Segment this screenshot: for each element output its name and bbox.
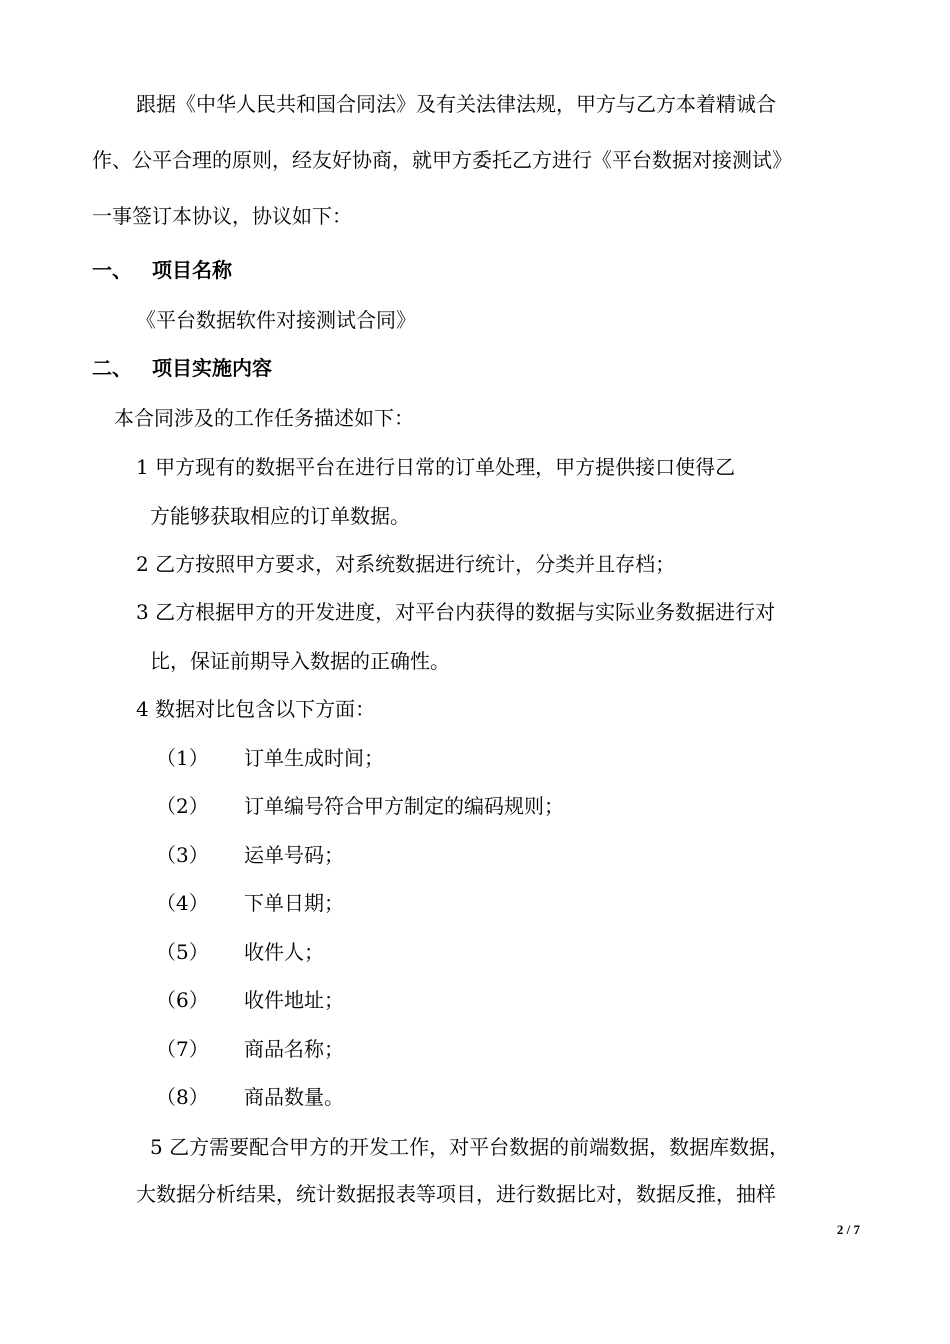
sub-item-number: （2） bbox=[156, 794, 209, 818]
sub-item-text: 收件地址； bbox=[244, 988, 344, 1012]
section-2-lead: 本合同涉及的工作任务描述如下： bbox=[114, 406, 414, 430]
section-1-number: 一、 bbox=[92, 258, 132, 282]
sub-item-text: 运单号码； bbox=[244, 843, 344, 867]
sub-item bbox=[0, 988, 950, 1012]
sub-item bbox=[0, 891, 950, 915]
section-1-content: 《平台数据软件对接测试合同》 bbox=[136, 308, 416, 332]
sub-item-number: （4） bbox=[156, 891, 209, 915]
item-3-line-1: 3 乙方根据甲方的开发进度，对平台内获得的数据与实际业务数据进行对 bbox=[136, 600, 776, 624]
section-2-title: 项目实施内容 bbox=[152, 356, 272, 380]
sub-item bbox=[0, 1085, 950, 1109]
sub-item-number: （1） bbox=[156, 746, 209, 770]
sub-item-number: （6） bbox=[156, 988, 209, 1012]
sub-item-number: （3） bbox=[156, 843, 209, 867]
item-1-line-2: 方能够获取相应的订单数据。 bbox=[150, 504, 410, 528]
sub-item-text: 收件人； bbox=[244, 940, 324, 964]
item-1-line-1: 1 甲方现有的数据平台在进行日常的订单处理，甲方提供接口使得乙 bbox=[136, 455, 736, 479]
sub-item-text: 下单日期； bbox=[244, 891, 344, 915]
intro-line-1: 跟据《中华人民共和国合同法》及有关法律法规，甲方与乙方本着精诚合 bbox=[136, 92, 776, 116]
intro-line-3: 一事签订本协议，协议如下： bbox=[92, 204, 352, 228]
section-2-heading bbox=[0, 356, 950, 380]
item-3-line-2: 比，保证前期导入数据的正确性。 bbox=[150, 649, 450, 673]
sub-item-text: 订单编号符合甲方制定的编码规则； bbox=[244, 794, 564, 818]
sub-item-number: （8） bbox=[156, 1085, 209, 1109]
sub-item bbox=[0, 843, 950, 867]
item-2: 2 乙方按照甲方要求，对系统数据进行统计，分类并且存档； bbox=[136, 552, 676, 576]
section-1-title: 项目名称 bbox=[152, 258, 232, 282]
sub-item bbox=[0, 746, 950, 770]
sub-item bbox=[0, 940, 950, 964]
sub-item-number: （7） bbox=[156, 1037, 209, 1061]
item-4: 4 数据对比包含以下方面： bbox=[136, 697, 376, 721]
sub-item bbox=[0, 1037, 950, 1061]
sub-item-number: （5） bbox=[156, 940, 209, 964]
page-number: 2 / 7 bbox=[836, 1222, 860, 1237]
sub-item-text: 订单生成时间； bbox=[244, 746, 384, 770]
sub-item-text: 商品名称； bbox=[244, 1037, 344, 1061]
sub-item bbox=[0, 794, 950, 818]
intro-line-2: 作、公平合理的原则，经友好协商，就甲方委托乙方进行《平台数据对接测试》 bbox=[92, 148, 792, 172]
section-1-heading bbox=[0, 258, 950, 282]
item-5-line-2: 大数据分析结果，统计数据报表等项目，进行数据比对，数据反推，抽样 bbox=[136, 1182, 776, 1206]
section-2-number: 二、 bbox=[92, 356, 132, 380]
sub-item-text: 商品数量。 bbox=[244, 1085, 344, 1109]
item-5-line-1: 5 乙方需要配合甲方的开发工作，对平台数据的前端数据，数据库数据， bbox=[150, 1135, 790, 1159]
